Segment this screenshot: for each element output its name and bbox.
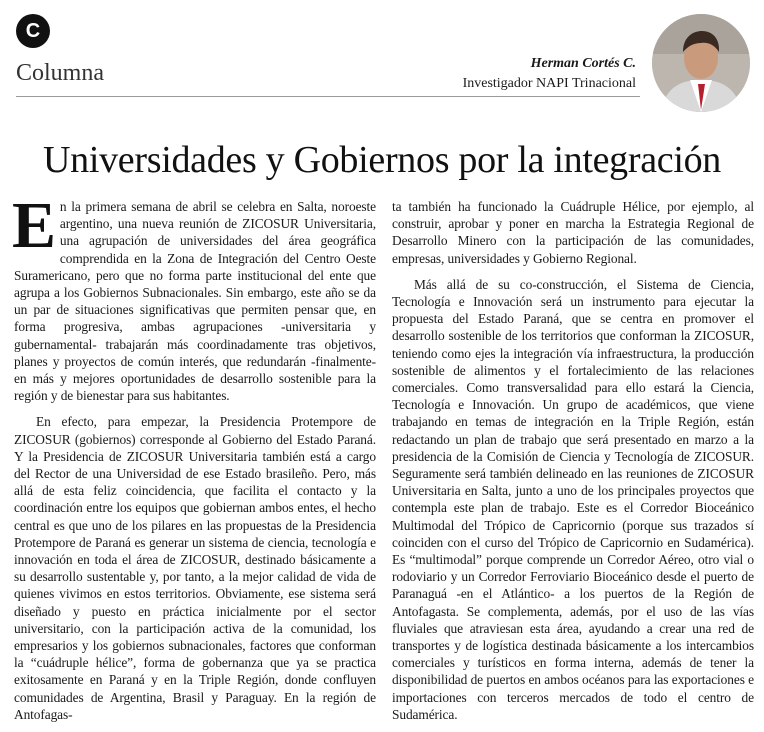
paragraph-text: n la primera semana de abril se celebra en Salta, noroeste argentino, una nueva reunión de ZICOSUR Universitaria, una agrupación de universidades del área geográfica comprendida en la Zona de Integración del Centro Oeste Suramericano, pero que no forma parte institucional del ente que agrupa a los Gobiernos Subnacionales. Sin embargo, este año se da un par de situaciones significativas que permiten pensar que, en forma progresiva, ambas agrupaciones -universitaria y gubernamental- trabajarán más coordinadamente tras objetivos, planes y proyectos de común interés, que redundarán -finalmente- en más y mejores oportunidades de desarrollo sostenible para la región y de bienestar para sus habitantes. <box>14 199 376 404</box>
article-column-right <box>392 198 754 723</box>
header-divider <box>16 96 640 97</box>
article-column-left <box>12 189 376 723</box>
author-role: Investigador NAPI Trinacional <box>462 76 636 91</box>
drop-cap: E <box>12 189 56 262</box>
section-label: Columna <box>16 60 104 86</box>
article-title: Universidades y Gobiernos por la integración <box>43 139 721 181</box>
article-paragraph <box>12 189 376 404</box>
author-name: Herman Cortés C. <box>530 56 636 71</box>
column-badge: C <box>16 14 50 48</box>
author-byline <box>463 54 636 94</box>
author-portrait-icon <box>652 14 750 112</box>
article-paragraph-continued: ta también ha funcionado la Cuádruple Hélice, por ejemplo, al construir, aprobar y poner en marcha la Estrategia Regional de Desarrollo Minero con la participación de las comunidades, empresas, universidades y Gobierno Regional. <box>392 199 754 266</box>
article-paragraph: Más allá de su co-construcción, el Sistema de Ciencia, Tecnología e Innovación será un instrumento para ejecutar la propuesta del Estado Paraná, que se centra en promover el desarrollo sostenible de los territorios que conforman la ZICOSUR, teniendo como ejes la integración vía infraestructura, la producción sostenible de alimentos y el fortalecimiento de las relaciones comerciales. Como transversalidad para ello estará la Ciencia, Tecnología e Innovación. Un grupo de académicos, que viene trabajando en temas de integración en la Triple Región, están redactando un plan de trabajo que será presentado en marzo a la presidencia de la Comisión de Ciencia y Tecnología de ZICOSUR. Seguramente será también delineado en las reuniones de ZICOSUR Universitaria en Salta, junto a uno de los principales proyectos que contempla este plan de trabajo. Este es el Corredor Bioceánico Multimodal del Trópico de Capricornio (porque sus trazados sí coinciden con el curso del Trópico de Capricornio en Sudamérica). Es “multimodal” porque comprende un Corredor Aéreo, otro vial o rodoviario y un Corredor Ferroviario Bioceánico desde el puerto de Paranaguá -en el Atlántico- a los puertos de la Región de Antofagasta. Se complementa, además, por el uso de las vías fluviales que atraviesan esta área, ayudando a crear una red de transportes y de logística destinada básicamente a los intercambios comerciales y turísticos en forma interna, además de tener la disponibilidad de puertos en ambos océanos para las exportaciones e importaciones con terceros mercados de todo el centro de Sudamérica. <box>392 276 754 722</box>
article-paragraph: En efecto, para empezar, la Presidencia Protempore de ZICOSUR (gobiernos) corresponde al Gobierno del Estado Paraná. Y la Presidencia de ZICOSUR Universitaria también está a cargo del Rector de una Universidad de ese Estado brasileño. Pero, más allá de esta feliz coincidencia, que facilita el contacto y la coordinación entre los equipos que gobiernan ambos entes, el hecho central es que uno de los pilares en las propuestas de la Presidencia Protempore de Paraná es generar un sistema de ciencia, tecnología e innovación en toda el área de ZICOSUR, destinado básicamente a su desarrollo sustentable y, por tanto, a la mejor calidad de vida de quienes vivimos en estos territorios. Obviamente, ese sistema será diseñado y puesto en práctica inicialmente por el sector universitario, con la participación activa de la comunidad, los empresarios y los gobiernos subnacionales, factores que conforman la “cuádruple hélice”, forma de gobernanza que ya se practica exitosamente en Paraná y en la Triple Región, donde confluyen comunidades de Argentina, Brasil y Paraguay. En la región de Antofagas- <box>14 414 376 722</box>
author-photo <box>652 14 750 112</box>
